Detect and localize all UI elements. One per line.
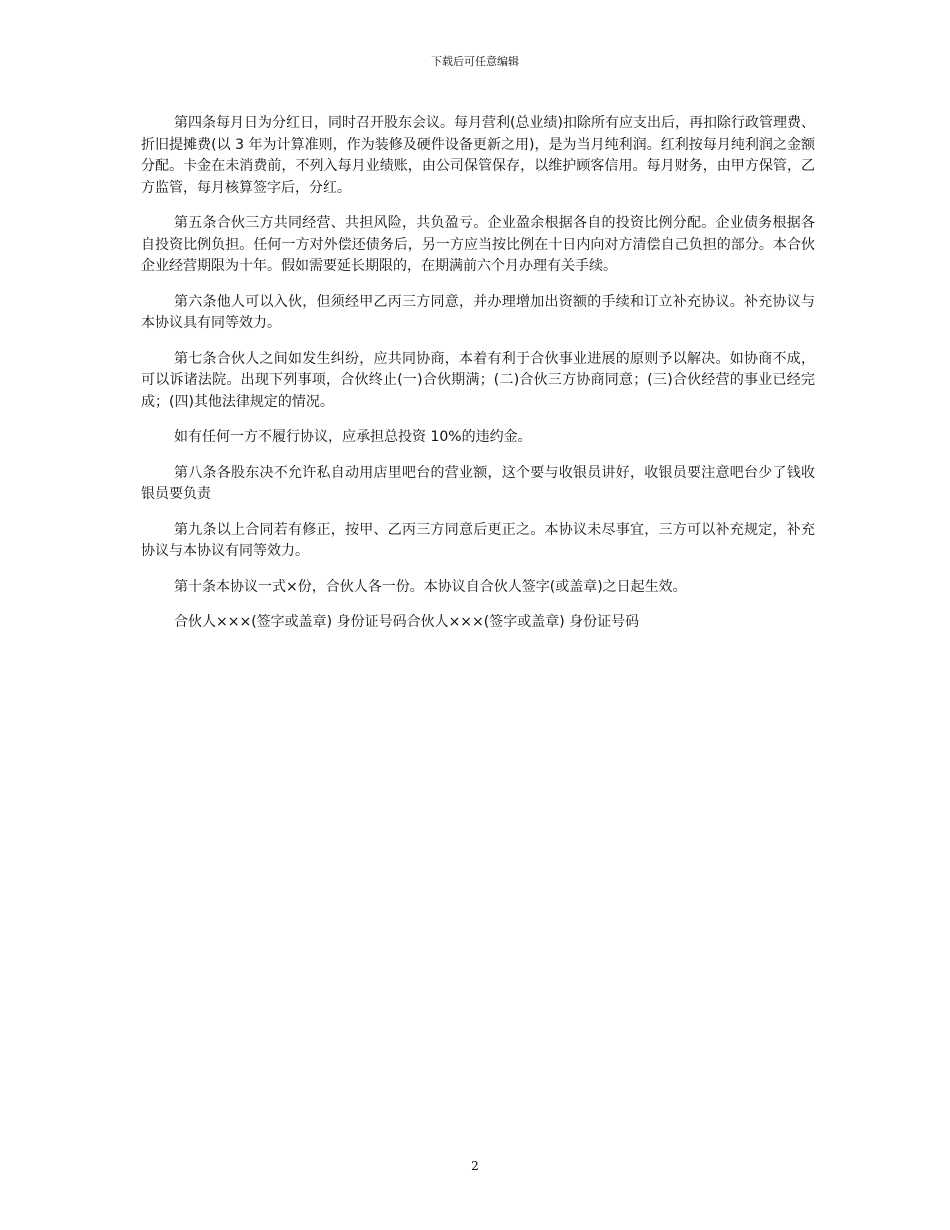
article-8-paragraph: 第八条各股东决不允许私自动用店里吧台的营业额，这个要与收银员讲好，收银员要注意吧台少了钱收银员要负责 (141, 464, 815, 502)
penalty-paragraph: 如有任何一方不履行协议，应承担总投资 10%的违约金。 (174, 429, 532, 445)
article-6-paragraph: 第六条他人可以入伙，但须经甲乙丙三方同意，并办理增加出资额的手续和订立补充协议。补充协议与本协议具有同等效力。 (141, 293, 815, 331)
page-header: 下载后可任意编辑 (431, 55, 519, 68)
article-7-paragraph: 第七条合伙人之间如发生纠纷，应共同协商，本着有利于合伙事业进展的原则予以解决。如协商不成，可以诉诸法院。出现下列事项，合伙终止(一)合伙期满；(二)合伙三方协商同意；(三)合伙经营的事业已经完成；(四)其他法律规定的情况。 (141, 350, 815, 410)
page-number: 2 (471, 1159, 479, 1173)
article-4-paragraph: 第四条每月日为分红日，同时召开股东会议。每月营利(总业绩)扣除所有应支出后，再扣除行政管理费、折旧提摊费(以 3 年为计算准则，作为装修及硬件设备更新之用)，是为当月纯利润。红利按每月纯利润之金额分配。卡金在未消费前，不列入每月业绩账，由公司保管保存，以维护顾客信用。每月财务，由甲方保管，乙方监管，每月核算签字后，分红。 (141, 115, 815, 196)
document-body (141, 113, 815, 648)
article-10-paragraph: 第十条本协议一式×份，合伙人各一份。本协议自合伙人签字(或盖章)之日起生效。 (174, 578, 687, 595)
signature-line: 合伙人×××(签字或盖章) 身份证号码合伙人×××(签字或盖章) 身份证号码 (174, 614, 640, 630)
article-9-paragraph: 第九条以上合同若有修正，按甲、乙丙三方同意后更正之。本协议未尽事宜，三方可以补充规定，补充协议与本协议有同等效力。 (141, 521, 815, 559)
article-5-paragraph: 第五条合伙三方共同经营、共担风险，共负盈亏。企业盈余根据各自的投资比例分配。企业债务根据各自投资比例负担。任何一方对外偿还债务后，另一方应当按比例在十日内向对方清偿自己负担的部分。本合伙企业经营期限为十年。假如需要延长期限的，在期满前六个月办理有关手续。 (141, 215, 815, 274)
